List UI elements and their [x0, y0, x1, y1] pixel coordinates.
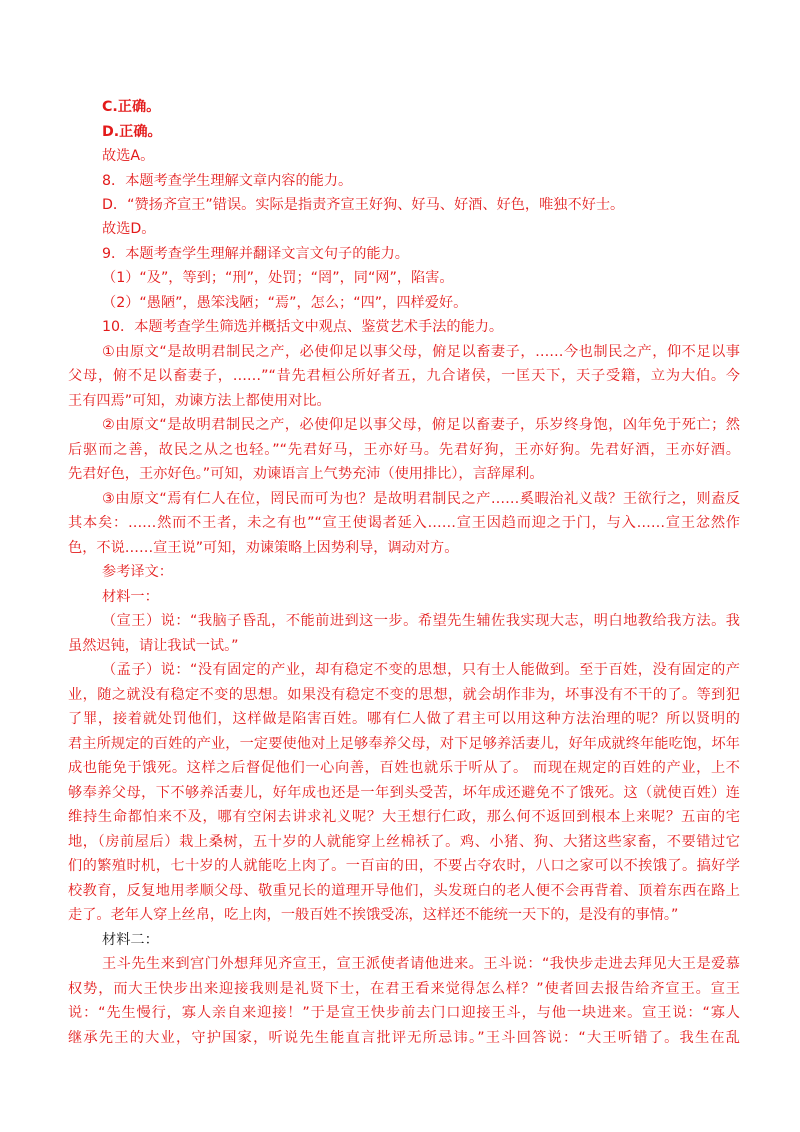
text-line: 其本矣：……然而不王者，未之有也”“宣王使谒者延入……宣王因趋而迎之于门，与入……宣王忿然作	[68, 515, 740, 531]
text-line: 王有四焉”可知，劝谏方法上都使用对比。	[68, 393, 331, 409]
text-line: 说：“先生慢行，寡人亲自来迎接！”于是宣王快步前去门口迎接王斗，与他一块进来。宣王说：“寡人	[68, 1005, 740, 1021]
text-line: C.正确。	[102, 99, 161, 115]
text-line: 业，随之就没有稳定不变的思想。如果没有稳定不变的思想，就会胡作非为，坏事没有不干的了。等到犯	[68, 687, 740, 703]
text-line: 9．本题考查学生理解并翻译文言文句子的能力。	[102, 246, 409, 262]
text-line: 维持生命都怕来不及，哪有空闲去讲求礼义呢？大王想行仁政，那么何不返回到根本上来呢？五亩的宅	[68, 809, 740, 825]
text-line: （宣王）说：“我脑子昏乱，不能前进到这一步。希望先生辅佐我实现大志，明白地教给我方法。我	[102, 613, 740, 629]
text-line: 走了。老年人穿上丝帛，吃上肉，一般百姓不挨饿受冻，这样还不能统一天下的，是没有的事情。”	[68, 907, 679, 923]
text-line: 成也能免于饿死。这样之后督促他们一心向善，百姓也就乐于听从了。 而现在规定的百姓的产业，上不	[68, 760, 740, 776]
text-line: 权势，而大王快步出来迎接我则是礼贤下士，在君王看来觉得怎么样？”使者回去报告给齐宣王。宣王	[68, 981, 740, 997]
text-line: ③由原文“焉有仁人在位，罔民而可为也？是故明君制民之产……奚暇治礼义哉？王欲行之，则盍反	[102, 491, 740, 507]
text-line: 们的繁殖时机，七十岁的人就能吃上肉了。一百亩的田，不要占夺农时，八口之家可以不挨饿了。搞好学	[68, 858, 740, 874]
text-line: 父母，俯不足以畜妻子，……”“昔先君桓公所好者五，九合诸侯，一匡天下，天子受籍，立为大伯。今	[68, 368, 740, 384]
text-line: 故选D。	[102, 221, 156, 237]
text-line: 继承先王的大业，守护国家，听说先生能直言批评无所忌讳。”王斗回答说：“大王听错了。我生在乱	[68, 1030, 740, 1046]
text-line: （1）“及”，等到；“刑”，处罚；“罔”，同“网”，陷害。	[102, 270, 454, 286]
text-line: D．“赞扬齐宣王”错误。实际是指责齐宣王好狗、好马、好酒、好色，唯独不好士。	[102, 197, 625, 213]
text-line: ①由原文“是故明君制民之产，必使仰足以事父母，俯足以畜妻子，……今也制民之产，仰不足以事	[102, 344, 740, 360]
text-line: 校教育，反复地用孝顺父母、敬重兄长的道理开导他们，头发斑白的老人便不会再背着、顶着东西在路上	[68, 883, 740, 899]
text-line: 参考译文：	[102, 564, 173, 580]
text-line: 先君好色，王亦好色。”可知，劝谏语言上气势充沛（使用排比），言辞犀利。	[68, 466, 544, 482]
text-line: 了罪，接着就处罚他们，这样做是陷害百姓。哪有仁人做了君主可以用这种方法治理的呢？所以贤明的	[68, 711, 740, 727]
text-line: 10．本题考查学生筛选并概括文中观点、鉴赏艺术手法的能力。	[102, 319, 504, 335]
text-line: 材料一：	[102, 589, 159, 605]
text-line: 色，不说……宣王说”可知，劝谏策略上因势利导，调动对方。	[68, 540, 459, 556]
text-line: 材料二：	[102, 932, 159, 948]
text-line: 后驱而之善，故民之从之也轻。”“先君好马，王亦好马。先君好狗，王亦好狗。先君好酒，王亦好酒。	[68, 442, 740, 458]
text-line: （孟子）说：“没有固定的产业，却有稳定不变的思想，只有士人能做到。至于百姓，没有固定的产	[102, 662, 740, 678]
text-line: 地，（房前屋后）栽上桑树，五十岁的人就能穿上丝棉袄了。鸡、小猪、狗、大猪这些家畜，不要错过它	[68, 834, 740, 850]
text-line: 王斗先生来到宫门外想拜见齐宣王，宣王派使者请他进来。王斗说：“我快步走进去拜见大王是爱慕	[102, 956, 740, 972]
text-line: 虽然迟钝，请让我试一试。”	[68, 638, 239, 654]
text-line: 故选A。	[102, 148, 155, 164]
text-line: 8．本题考查学生理解文章内容的能力。	[102, 173, 353, 189]
text-line: 够奉养父母，下不够养活妻儿，好年成也还是一年到头受苦，坏年成还避免不了饿死。这（就使百姓）连	[68, 785, 740, 801]
text-line: 君主所规定的百姓的产业，一定要使他对上足够奉养父母，对下足够养活妻儿，好年成就终年能吃饱，坏年	[68, 736, 740, 752]
text-line: D.正确。	[102, 124, 162, 140]
text-line: （2）“愚陋”，愚笨浅陋；“焉”，怎么；“四”，四样爱好。	[102, 295, 468, 311]
text-line: ②由原文“是故明君制民之产，必使仰足以事父母，俯足以畜妻子，乐岁终身饱，凶年免于死亡；然	[102, 417, 740, 433]
